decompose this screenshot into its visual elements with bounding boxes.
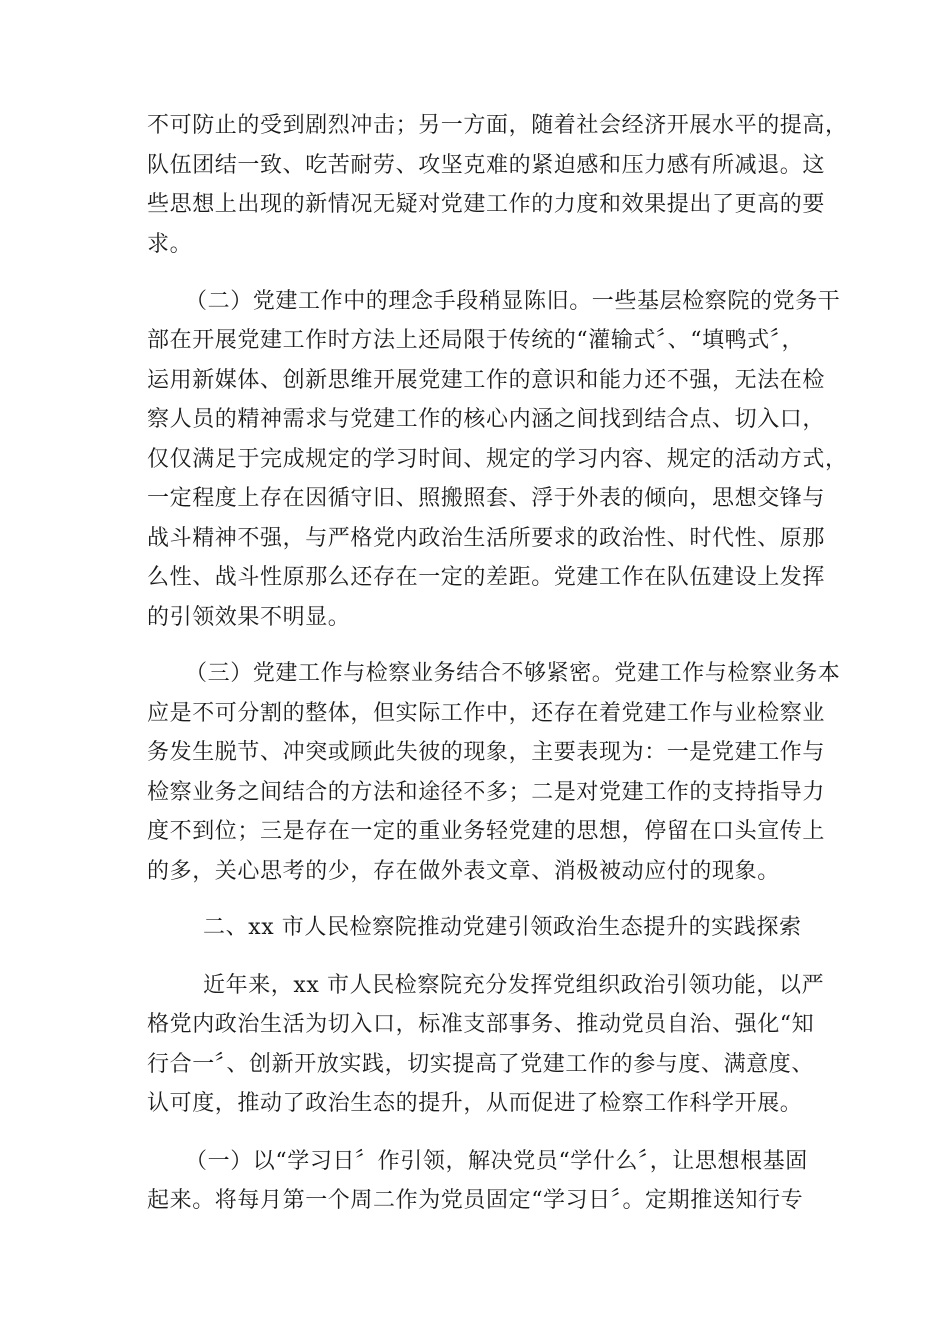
text-line: 检察业务之间结合的方法和途径不多；二是对党建工作的支持指导力 <box>147 780 826 805</box>
text-line: 认可度，推动了政治生态的提升，从而促进了检察工作科学开展。 <box>147 1091 803 1116</box>
text-line: 度不到位；三是存在一定的重业务轻党建的思想，停留在口头宣传上 <box>147 819 826 844</box>
text-line: 求。 <box>147 232 193 257</box>
paragraph-heading-1: （一）以“学习日〞作引领，解决党员“学什么〞，让思想根基固 <box>185 1149 808 1174</box>
text-line: 近年来，xx 市人民检察院充分发挥党组织政治引领功能，以严 <box>203 973 825 998</box>
section-heading: 二、xx 市人民检察院推动党建引领政治生态提升的实践探索 <box>203 915 802 940</box>
text-line: 运用新媒体、创新思维开展党建工作的意识和能力还不强，无法在检 <box>147 368 826 393</box>
text-line: 么性、战斗性原那么还存在一定的差距。党建工作在队伍建设上发挥 <box>147 565 826 590</box>
text-line: 部在开展党建工作时方法上还局限于传统的“灌输式〞、“填鸭式〞， <box>147 328 805 353</box>
text-line: 察人员的精神需求与党建工作的核心内涵之间找到结合点、切入口， <box>147 407 826 432</box>
text-line: 队伍团结一致、吃苦耐劳、攻坚克难的紧迫感和压力感有所减退。这 <box>147 153 826 178</box>
text-line: 的多，关心思考的少，存在做外表文章、消极被动应付的现象。 <box>147 859 780 884</box>
text-line: 不可防止的受到剧烈冲击；另一方面，随着社会经济开展水平的提高， <box>147 113 848 138</box>
text-line: 起来。将每月第一个周二作为党员固定“学习日〞。定期推送知行专 <box>147 1188 804 1213</box>
text-line: 一定程度上存在因循守旧、照搬照套、浮于外表的倾向，思想交锋与 <box>147 486 826 511</box>
text-line: 务发生脱节、冲突或顾此失彼的现象，主要表现为：一是党建工作与 <box>147 740 826 765</box>
text-line: 行合一〞、创新开放实践，切实提高了党建工作的参与度、满意度、 <box>147 1052 815 1077</box>
text-line: 应是不可分割的整体，但实际工作中，还存在着党建工作与业检察业 <box>147 701 826 726</box>
text-line: 战斗精神不强，与严格党内政治生活所要求的政治性、时代性、原那 <box>147 526 826 551</box>
text-line: 格党内政治生活为切入口，标准支部事务、推动党员自治、强化“知 <box>147 1012 815 1037</box>
text-line: 的引领效果不明显。 <box>147 605 351 630</box>
text-line: 些思想上出现的新情况无疑对党建工作的力度和效果提出了更高的要 <box>147 192 826 217</box>
paragraph-heading-2: （二）党建工作中的理念手段稍显陈旧。一些基层检察院的党务干 <box>185 289 841 314</box>
paragraph-heading-3: （三）党建工作与检察业务结合不够紧密。党建工作与检察业务本 <box>185 661 841 686</box>
text-line: 仅仅满足于完成规定的学习时间、规定的学习内容、规定的活动方式， <box>147 447 848 472</box>
